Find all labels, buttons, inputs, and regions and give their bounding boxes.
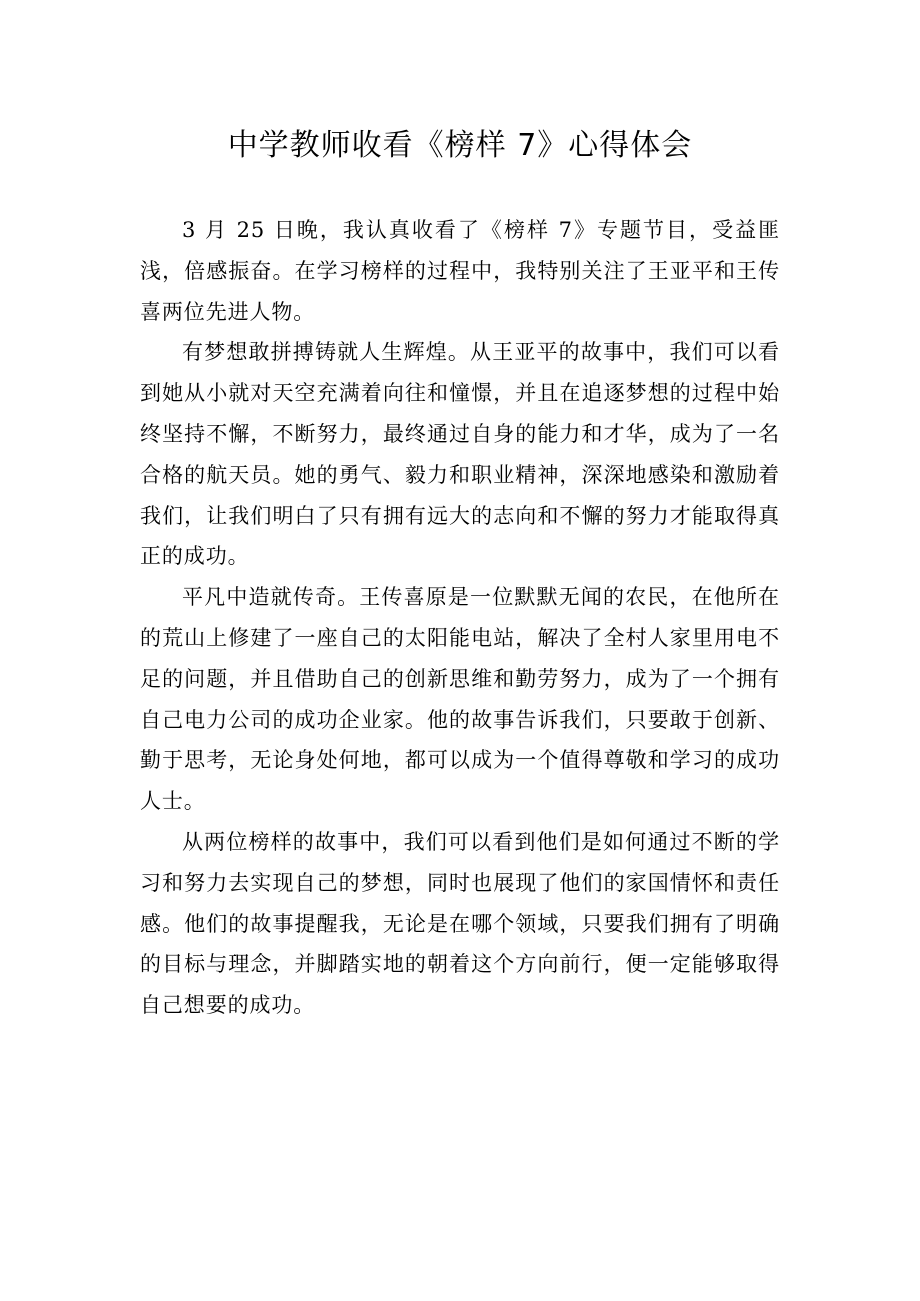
paragraph-wang-chuanxi: 平凡中造就传奇。王传喜原是一位默默无闻的农民，在他所在的荒山上修建了一座自己的太阳能电站，解决了全村人家里用电不足的问题，并且借助自己的创新思维和勤劳努力，成为了一个拥有自己电力公司的成功企业家。他的故事告诉我们，只要敢于创新、勤于思考，无论身处何地，都可以成为一个值得尊敬和学习的成功人士。 bbox=[140, 585, 780, 814]
paragraph-wang-yaping: 有梦想敢拼搏铸就人生辉煌。从王亚平的故事中，我们可以看到她从小就对天空充满着向往和憧憬，并且在追逐梦想的过程中始终坚持不懈，不断努力，最终通过自身的能力和才华，成为了一名合格的航天员。她的勇气、毅力和职业精神，深深地感染和激励着我们，让我们明白了只有拥有远大的志向和不懈的努力才能取得真正的成功。 bbox=[140, 340, 780, 569]
paragraph-conclusion: 从两位榜样的故事中，我们可以看到他们是如何通过不断的学习和努力去实现自己的梦想，同时也展现了他们的家国情怀和责任感。他们的故事提醒我，无论是在哪个领域，只要我们拥有了明确的目标与理念，并脚踏实地的朝着这个方向前行，便一定能够取得自己想要的成功。 bbox=[140, 829, 780, 1018]
document-title: 中学教师收看《榜样 7》心得体会 bbox=[227, 128, 693, 163]
paragraph-intro: 3 月 25 日晚，我认真收看了《榜样 7》专题节目，受益匪浅，倍感振奋。在学习榜样的过程中，我特别关注了王亚平和王传喜两位先进人物。 bbox=[140, 218, 780, 324]
document-body bbox=[140, 210, 780, 1026]
